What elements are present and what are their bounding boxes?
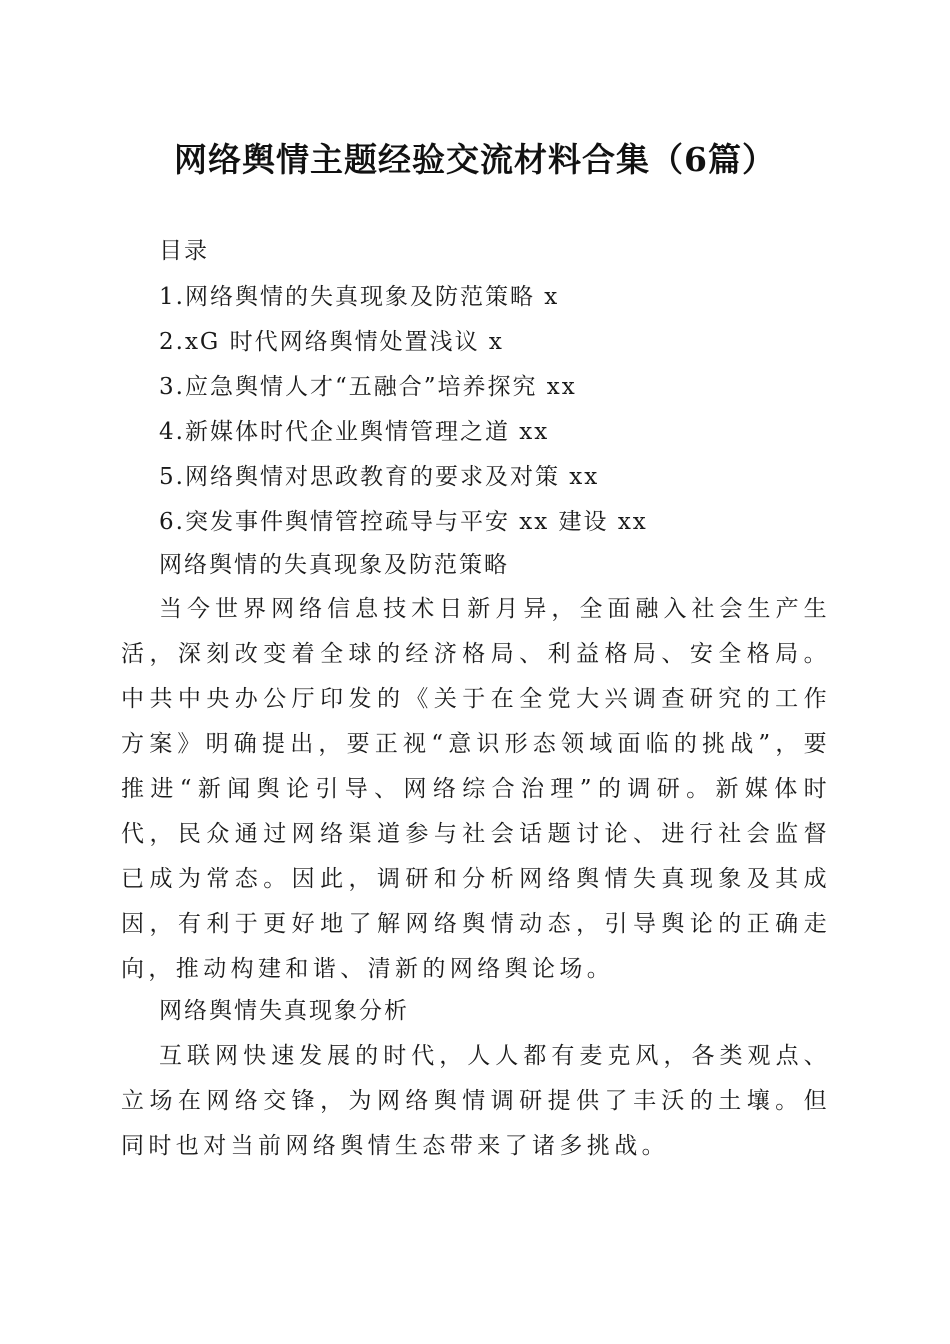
- subsection-title: 网络舆情失真现象分析: [159, 998, 409, 1024]
- toc-item-1: 1.网络舆情的失真现象及防范策略 x: [159, 284, 560, 310]
- toc-heading: 目录: [159, 238, 209, 264]
- section-title: 网络舆情的失真现象及防范策略: [159, 552, 509, 578]
- toc-item-6: 6.突发事件舆情管控疏导与平安 xx 建设 xx: [159, 509, 648, 535]
- toc-item-2: 2.xG 时代网络舆情处置浅议 x: [159, 329, 504, 355]
- toc-item-3: 3.应急舆情人才“五融合”培养探究 xx: [159, 374, 577, 400]
- body-paragraph-1: 当今世界网络信息技术日新月异，全面融入社会生产生活，深刻改变着全球的经济格局、利益格局、安全格局。中共中央办公厅印发的《关于在全党大兴调查研究的工作方案》明确提出，要正视“意识形态领域面临的挑战”，要推进“新闻舆论引导、网络综合治理”的调研。新媒体时代，民众通过网络渠道参与社会话题讨论、进行社会监督已成为常态。因此，调研和分析网络舆情失真现象及其成因，有利于更好地了解网络舆情动态，引导舆论的正确走向，推动构建和谐、清新的网络舆论场。: [121, 596, 831, 982]
- document-title: 网络舆情主题经验交流材料合集（6篇）: [174, 140, 776, 179]
- toc-item-5: 5.网络舆情对思政教育的要求及对策 xx: [159, 464, 600, 490]
- toc-item-4: 4.新媒体时代企业舆情管理之道 xx: [159, 419, 550, 445]
- body-paragraph-2: 互联网快速发展的时代，人人都有麦克风，各类观点、立场在网络交锋，为网络舆情调研提供了丰沃的土壤。但同时也对当前网络舆情生态带来了诸多挑战。: [121, 1043, 831, 1159]
